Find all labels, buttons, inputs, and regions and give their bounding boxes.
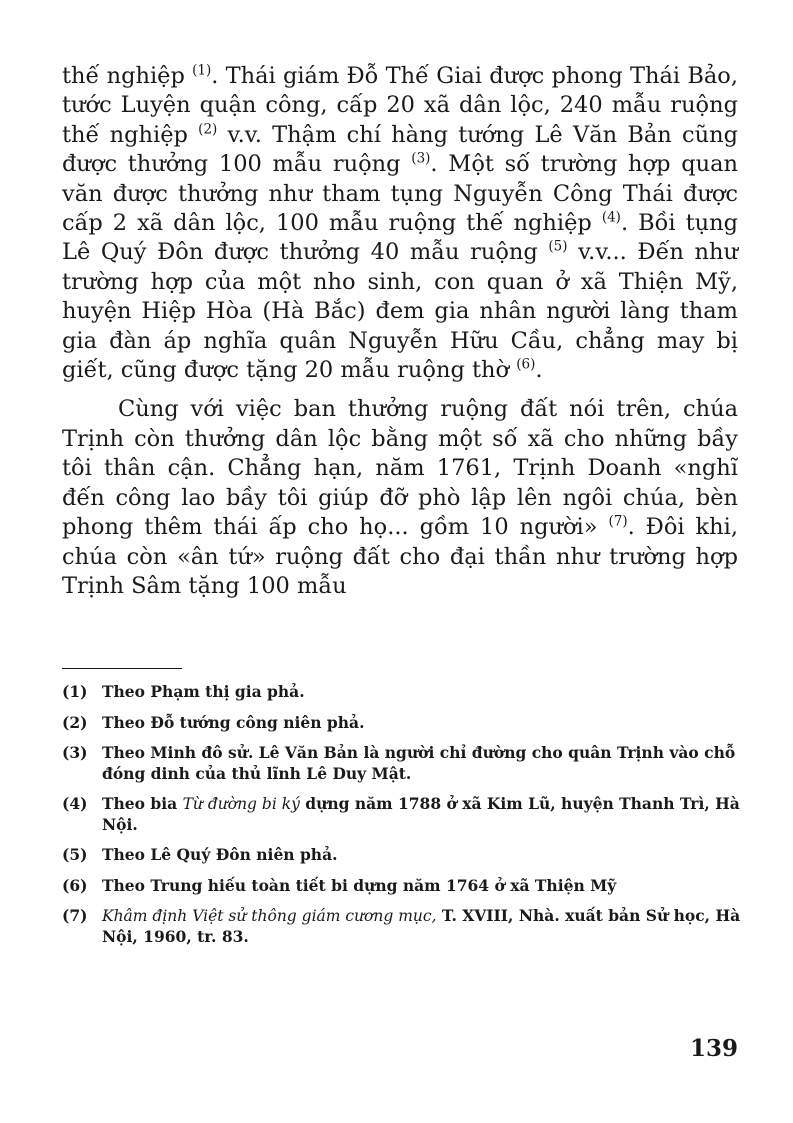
footnote-number: (4): [62, 794, 88, 813]
footnote-text: Theo Đỗ tướng công niên phả.: [102, 712, 365, 732]
footnote-number: (2): [62, 712, 88, 732]
paragraph-2: Cùng với việc ban thưởng ruộng đất nói trên, chúa Trịnh còn thưởng dân lộc bằng một số xã cho những bầy tôi thân cận. Chẳng hạn, năm 1761, Trịnh Doanh «nghĩ đến công lao bầy tôi giúp đỡ phò lập lên ngôi chúa, bèn phong thêm thái ấp cho họ... gồm 10 người» $^{(7)}$. Đôi khi, chúa còn «ân tứ» ruộng đất cho đại thần như trường hợp Trịnh Sâm tặng 100 mẫu: [62, 396, 738, 599]
main-text: [62, 62, 738, 601]
footnote-7: [62, 906, 742, 947]
footnote-text: Theo bia Từ đường bi ký dựng năm 1788 ở xã Kim Lũ, huyện Thanh Trì, Hà Nội.: [102, 794, 740, 834]
footnote-text: Theo Lê Quý Đôn niên phả.: [102, 845, 338, 864]
page-number: 139: [690, 1035, 739, 1062]
footnote-text: Theo Trung hiếu toàn tiết bi dựng năm 1764 ở xã Thiện Mỹ: [102, 875, 617, 895]
footnote-3: [62, 743, 742, 784]
footnote-5: [62, 845, 742, 866]
footnote-number: (3): [62, 743, 88, 762]
footnotes: [62, 682, 742, 957]
footnote-number: (5): [62, 845, 88, 864]
footnote-ref-1: (1): [192, 62, 212, 79]
footnote-2: [62, 713, 742, 734]
footnote-ref-3: (3): [411, 150, 431, 167]
footnote-ref-4: (4): [601, 209, 621, 226]
footnote-title: Từ đường bi ký: [182, 795, 300, 813]
footnote-number: (6): [62, 875, 88, 895]
footnote-ref-5: (5): [548, 238, 568, 255]
footnote-divider: [62, 668, 182, 669]
page-body: [62, 62, 738, 601]
footnote-ref-6: (6): [516, 356, 536, 373]
footnote-ref-7: (7): [608, 513, 628, 530]
footnote-number: (7): [62, 906, 88, 925]
footnote-text: Theo Minh đô sử. Lê Văn Bản là người chỉ đường cho quân Trịnh vào chỗ đóng dinh của thủ lĩnh Lê Duy Mật.: [102, 743, 736, 783]
footnote-1: [62, 682, 742, 703]
footnote-title: Khâm định Việt sử thông giám cương mục,: [102, 907, 437, 925]
footnote-number: (1): [62, 682, 88, 701]
footnote-text: Khâm định Việt sử thông giám cương mục, T. XVIII, Nhà. xuất bản Sử học, Hà Nội, 1960, tr. 83.: [102, 906, 741, 946]
footnote-ref-2: (2): [198, 121, 218, 138]
footnote-4: [62, 794, 742, 835]
footnote-text: Theo Phạm thị gia phả.: [102, 682, 305, 701]
footnote-6: [62, 876, 742, 897]
paragraph-1: thế nghiệp $^{(1)}$. Thái giám Đỗ Thế Giai được phong Thái Bảo, tước Luyện quận công, cấp 20 xã dân lộc, 240 mẫu ruộng thế nghiệp $^{(2)}$ v.v. Thậm chí hàng tướng Lê Văn Bản cũng được thưởng 100 mẫu ruộng $^{(3)}$. Một số trường hợp quan văn được thưởng như tham tụng Nguyễn Công Thái được cấp 2 xã dân lộc, 100 mẫu ruộng thế nghiệp $^{(4)}$. Bồi tụng Lê Quý Đôn được thưởng 40 mẫu ruộng $^{(5)}$ v.v... Đến như trường hợp của một nho sinh, con quan ở xã Thiện Mỹ, huyện Hiệp Hòa (Hà Bắc) đem gia nhân người làng tham gia đàn áp nghĩa quân Nguyễn Hữu Cầu, chẳng may bị giết, cũng được tặng 20 mẫu ruộng thờ $^{(6)}$.: [62, 62, 739, 384]
